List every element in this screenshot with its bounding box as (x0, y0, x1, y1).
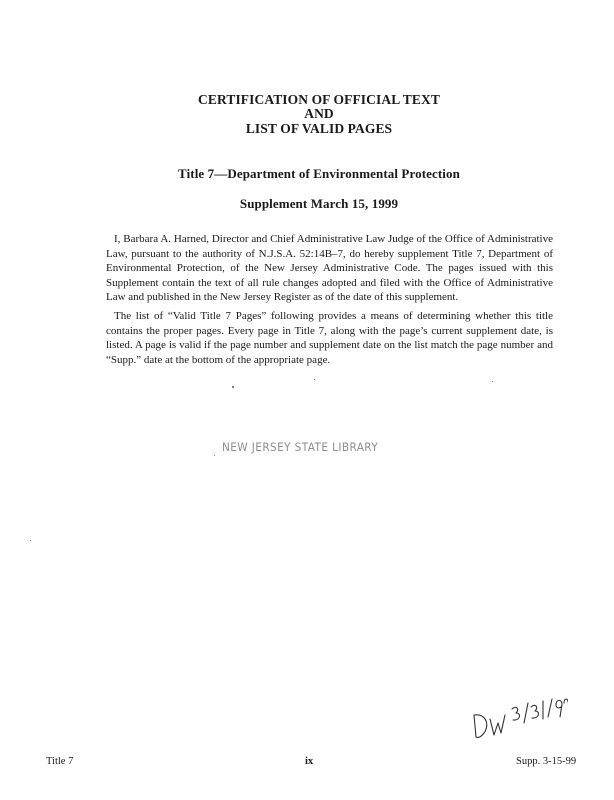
certification-paragraph: I, Barbara A. Harned, Director and Chief Administrative Law Judge of the Office of Administrative Law, pursuant to the authority of N.J.S.A. 52:14B–7, do hereby supplement Title 7, Department of Environmental Protection, of the New Jersey Administrative Code. The pages issued with this Supplement contain the text of all rule changes adopted and filed with the Office of Administrative Law and published in the New Jersey Register as of the date of this supplement. (106, 233, 553, 304)
scan-speck (30, 540, 31, 541)
scan-speck (232, 386, 234, 388)
certification-heading: CERTIFICATION OF OFFICIAL TEXT (198, 92, 440, 107)
footer-supplement-date: Supp. 3-15-99 (516, 756, 577, 767)
footer-title: Title 7 (46, 756, 74, 767)
handwritten-initials-date (468, 693, 568, 753)
scan-speck (314, 379, 315, 380)
valid-pages-heading: LIST OF VALID PAGES (245, 121, 393, 136)
footer-page-number: ix (305, 756, 314, 767)
title-heading: Title 7—Department of Environmental Protection (178, 166, 460, 181)
scan-speck (492, 381, 493, 382)
library-stamp: NEW JERSEY STATE LIBRARY (222, 441, 379, 455)
supplement-date-heading: Supplement March 15, 1999 (239, 196, 399, 211)
certification-heading-and: AND (304, 106, 334, 121)
scan-speck (214, 455, 215, 456)
valid-pages-paragraph: The list of “Valid Title 7 Pages” following provides a means of determining whether this title contains the proper pages. Every page in Title 7, along with the page’s current supplement date, is listed. A page is valid if the page number and supplement date on the list match the page number and “Supp.” date at the bottom of the appropriate page. (106, 310, 553, 366)
